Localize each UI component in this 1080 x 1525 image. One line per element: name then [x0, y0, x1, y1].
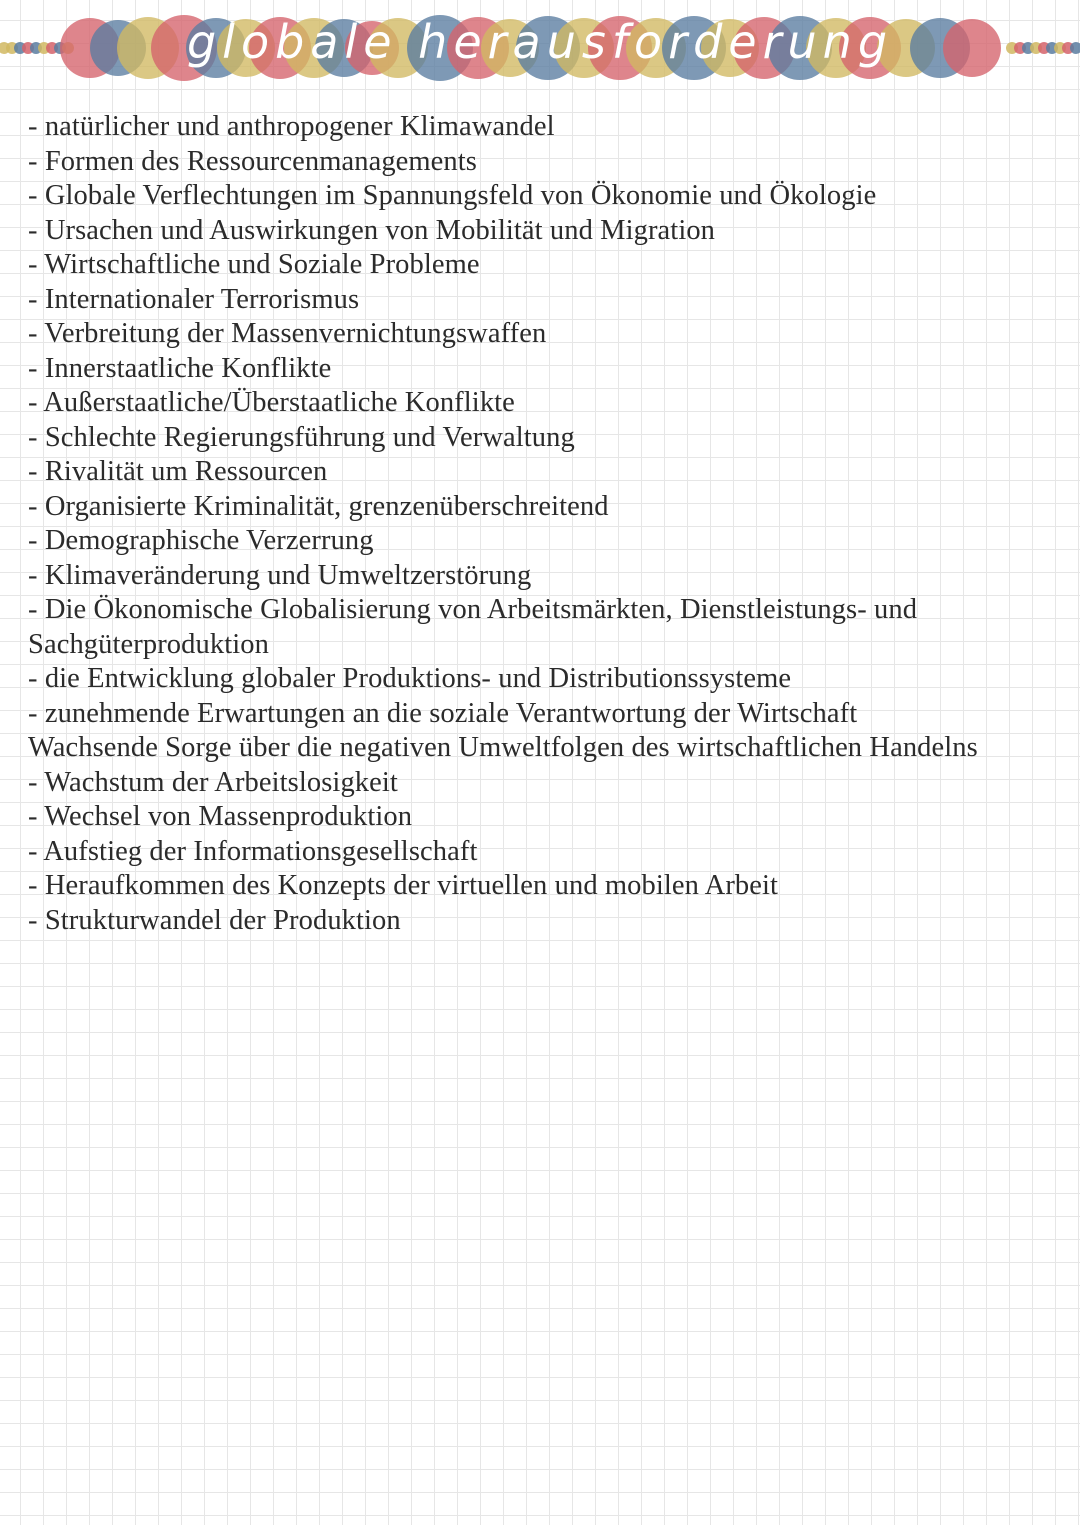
list-item: - Wechsel von Massenproduktion [28, 801, 413, 832]
list-item: - Wachstum der Arbeitslosigkeit [28, 766, 398, 798]
list-item: - Heraufkommen des Konzepts der virtuellen und mobilen Arbeit [28, 870, 779, 901]
list-item: - zunehmende Erwartungen an die soziale Verantwortung der Wirtschaft [28, 697, 858, 729]
list-item: - Innerstaatliche Konflikte [28, 352, 332, 384]
list-item: - Ursachen und Auswirkungen von Mobilität und Migration [28, 214, 716, 246]
list-item: - die Entwicklung globaler Produktions- und Distributionssysteme [28, 663, 792, 694]
list-item: - Organisierte Kriminalität, grenzenüberschreitend [28, 490, 609, 522]
decorative-circle [943, 19, 1001, 77]
list-item: - Die Ökonomische Globalisierung von Arbeitsmärkten, Dienstleistungs- und [28, 594, 918, 625]
list-item: - Internationaler Terrorismus [28, 283, 360, 315]
list-item: - Globale Verflechtungen im Spannungsfeld von Ökonomie und Ökologie [28, 180, 877, 211]
list-item: - Strukturwandel der Produktion [28, 904, 401, 936]
list-item: - Demographische Verzerrung [28, 525, 374, 556]
topic-list [28, 110, 1038, 938]
list-item: - Außerstaatliche/Überstaatliche Konflikte [28, 387, 515, 418]
list-item: - natürlicher und anthropogener Klimawandel [28, 111, 555, 142]
list-item: - Aufstieg der Informationsgesellschaft [28, 835, 478, 867]
banner-circles [0, 8, 1080, 84]
list-item: - Formen des Ressourcenmanagements [28, 145, 477, 177]
list-item: - Wirtschaftliche und Soziale Probleme [28, 249, 480, 280]
list-item: - Verbreitung der Massenvernichtungswaffen [28, 318, 547, 349]
list-item: Wachsende Sorge über die negativen Umweltfolgen des wirtschaftlichen Handelns [28, 732, 978, 763]
list-item: - Klimaveränderung und Umweltzerstörung [28, 559, 532, 591]
list-item: Sachgüterproduktion [28, 628, 269, 660]
header-title: globale herausforderung [186, 15, 894, 69]
list-item: - Schlechte Regierungsführung und Verwaltung [28, 421, 575, 453]
header-banner [0, 8, 1080, 84]
list-item: - Rivalität um Ressourcen [28, 456, 328, 487]
